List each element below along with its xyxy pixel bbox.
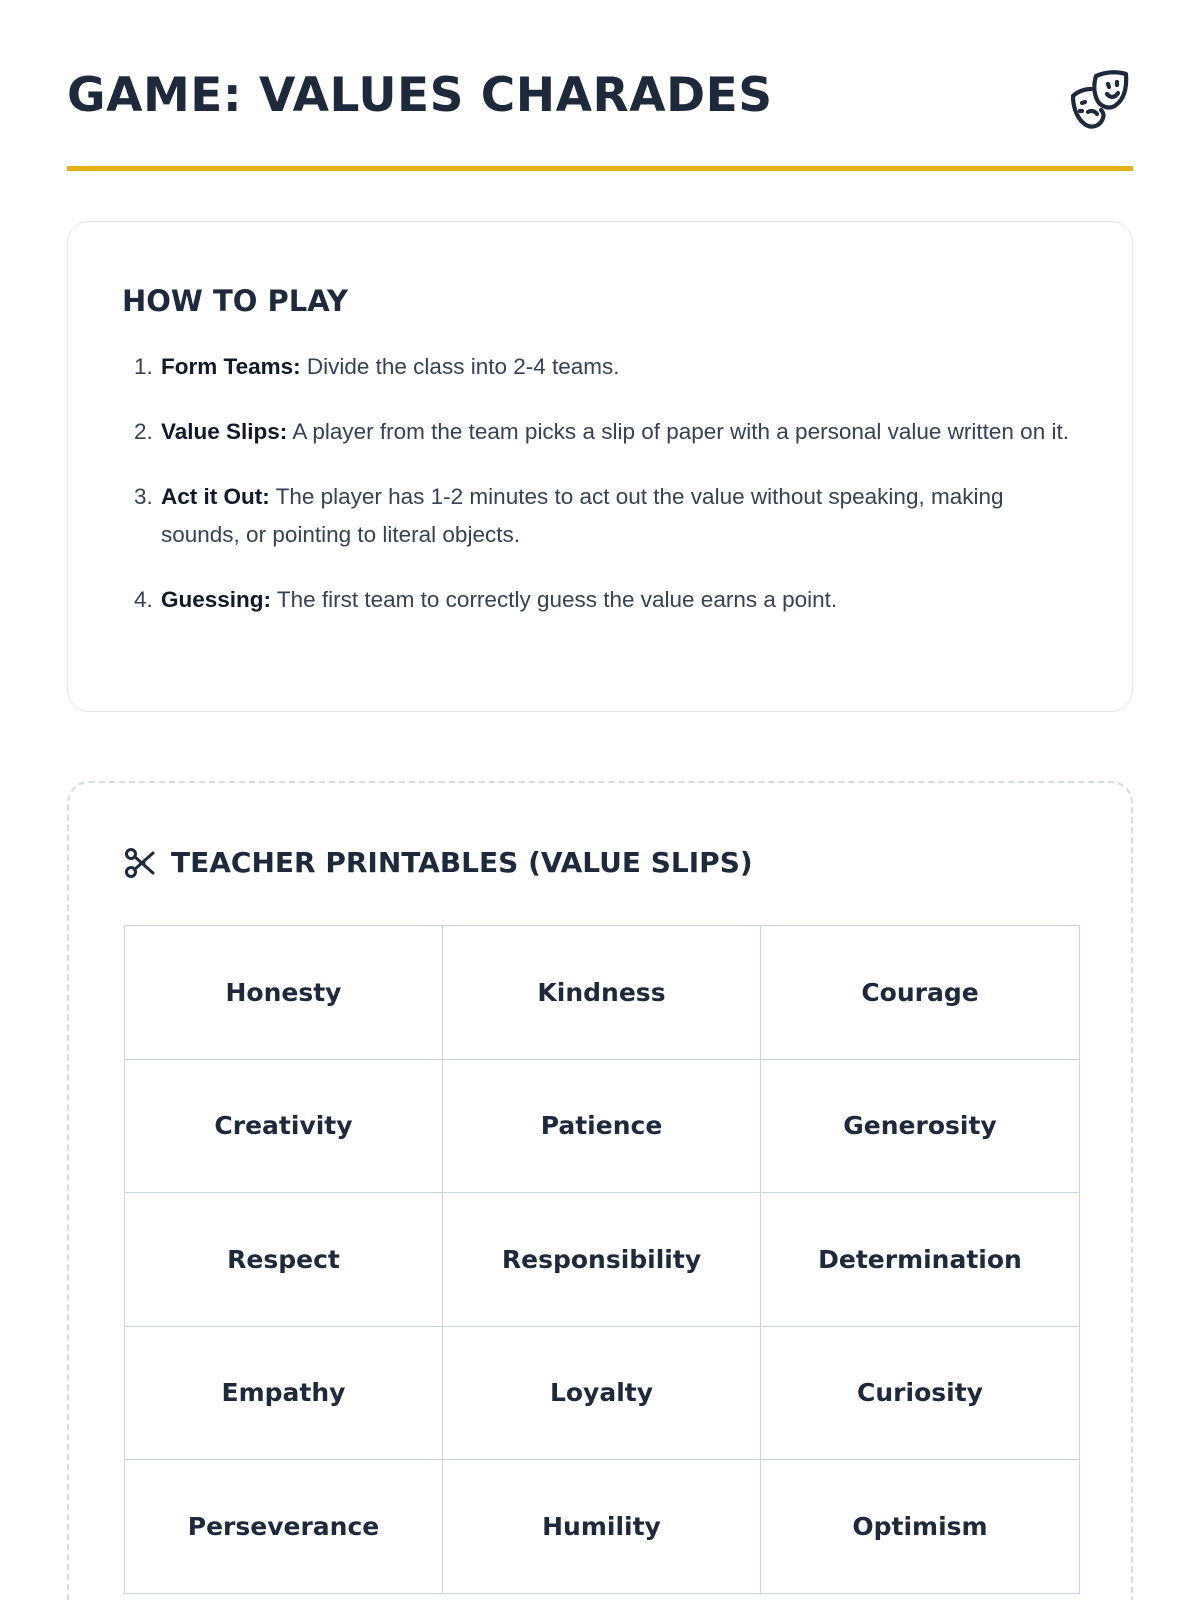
value-slip: Responsibility — [443, 1193, 761, 1327]
value-slip: Creativity — [125, 1060, 443, 1194]
value-slips-grid — [124, 925, 1080, 1594]
page-header — [67, 62, 1133, 171]
list-item — [122, 581, 1078, 619]
step-text: The player has 1-2 minutes to act out the value without speaking, making sounds, or pointing to literal objects. — [161, 484, 1004, 547]
step-number: 3. — [134, 484, 153, 509]
page-title: GAME: VALUES CHARADES — [67, 68, 773, 123]
step-text: The first team to correctly guess the value earns a point. — [271, 587, 838, 612]
list-item — [122, 478, 1078, 554]
how-to-play-title: HOW TO PLAY — [122, 284, 348, 318]
value-slip: Generosity — [761, 1060, 1080, 1194]
value-slip: Optimism — [761, 1460, 1080, 1594]
step-label: Guessing: — [161, 587, 272, 612]
value-slip: Curiosity — [761, 1327, 1080, 1461]
value-slip: Determination — [761, 1193, 1080, 1327]
printables-title: TEACHER PRINTABLES (VALUE SLIPS) — [171, 846, 753, 880]
value-slip: Honesty — [125, 926, 443, 1060]
value-slip: Patience — [443, 1060, 761, 1194]
step-label: Act it Out: — [161, 484, 270, 509]
how-to-play-card — [67, 221, 1133, 712]
scissors-icon — [123, 846, 157, 880]
value-slip: Humility — [443, 1460, 761, 1594]
value-slip: Loyalty — [443, 1327, 761, 1461]
step-label: Form Teams: — [161, 354, 301, 379]
list-item — [122, 413, 1078, 451]
theater-masks-icon — [1069, 66, 1133, 130]
step-text: Divide the class into 2-4 teams. — [300, 354, 620, 379]
value-slip: Courage — [761, 926, 1080, 1060]
step-number: 1. — [134, 354, 153, 379]
value-slip: Perseverance — [125, 1460, 443, 1594]
how-to-play-steps — [122, 348, 1078, 646]
step-number: 2. — [134, 419, 153, 444]
step-text: A player from the team picks a slip of paper with a personal value written on it. — [287, 419, 1069, 444]
value-slip: Empathy — [125, 1327, 443, 1461]
teacher-printables-card — [67, 781, 1133, 1600]
step-label: Value Slips: — [161, 419, 288, 444]
step-number: 4. — [134, 587, 153, 612]
printables-heading — [123, 843, 753, 883]
value-slip: Kindness — [443, 926, 761, 1060]
list-item — [122, 348, 1078, 386]
value-slip: Respect — [125, 1193, 443, 1327]
